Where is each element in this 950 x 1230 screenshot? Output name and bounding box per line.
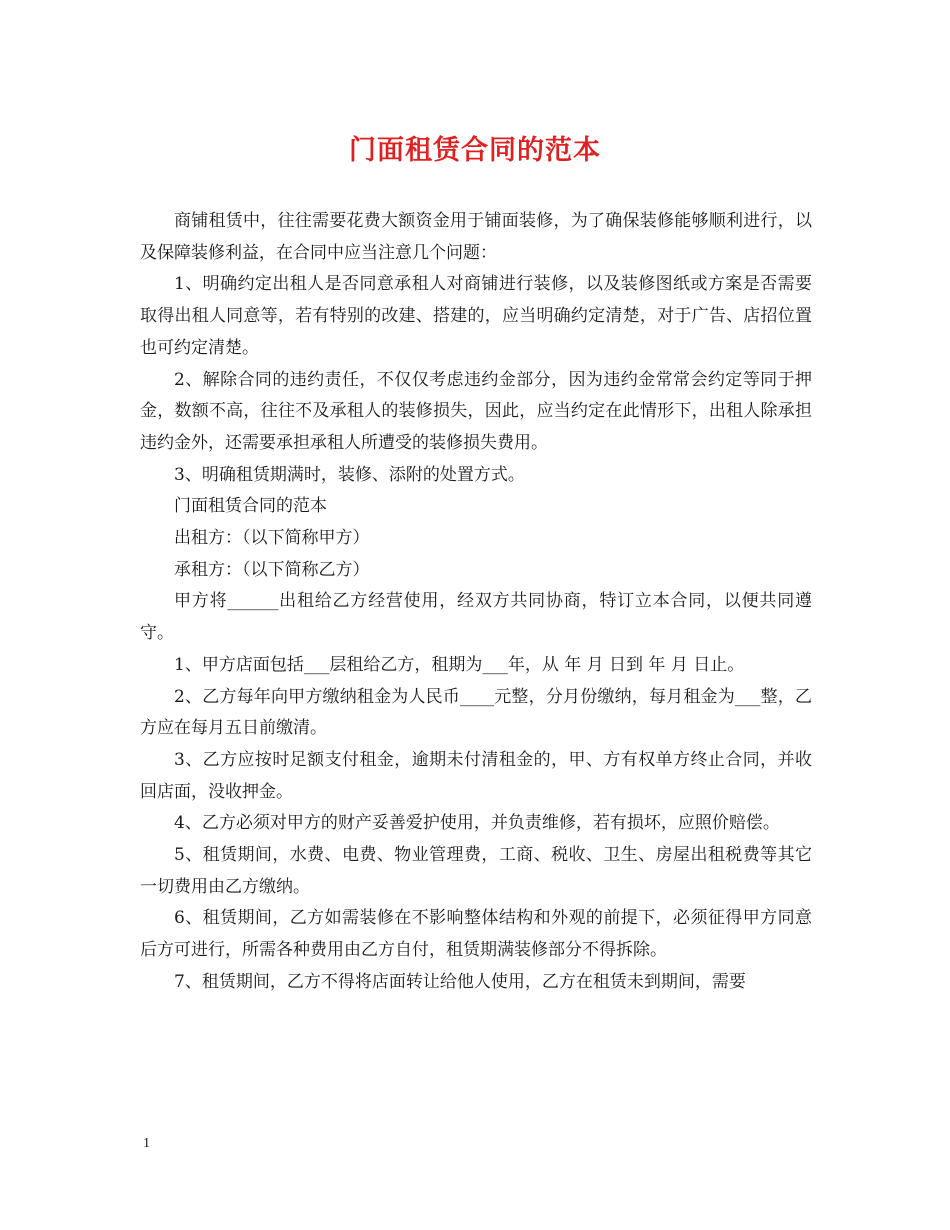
paragraph: 7、租赁期间，乙方不得将店面转让给他人使用，乙方在租赁未到期间，需要 [174, 971, 746, 992]
paragraph: 4、乙方必须对甲方的财产妥善爱护使用，并负责维修，若有损坏，应照价赔偿。 [174, 813, 780, 834]
paragraph: 出租方：（以下简称甲方） [174, 528, 370, 549]
document-title: 门面租赁合同的范本 [349, 135, 601, 166]
paragraph: 甲方将______出租给乙方经营使用，经双方共同协商，特订立本合同，以便共同遵守。 [140, 591, 812, 644]
paragraph: 1、甲方店面包括___层租给乙方，租期为___年，从 年 月 日到 年 月 日止。 [174, 654, 745, 675]
paragraph: 1、明确约定出租人是否同意承租人对商铺进行装修，以及装修图纸或方案是否需要取得出租人同意等，若有特别的改建、搭建的，应当明确约定清楚，对于广告、店招位置也可约定清楚。 [140, 274, 812, 358]
paragraph: 门面租赁合同的范本 [174, 496, 327, 517]
paragraph: 2、解除合同的违约责任，不仅仅考虑违约金部分，因为违约金常常会约定等同于押金，数额不高，往往不及承租人的装修损失，因此，应当约定在此情形下，出租人除承担违约金外，还需要承担承租人所遭受的装修损失费用。 [140, 369, 812, 453]
page-number: 1 [143, 1136, 150, 1151]
paragraph: 5、租赁期间，水费、电费、物业管理费，工商、税收、卫生、房屋出租税费等其它一切费用由乙方缴纳。 [140, 845, 812, 897]
document-body [140, 206, 812, 999]
paragraph: 2、乙方每年向甲方缴纳租金为人民币____元整，分月份缴纳，每月租金为___整，乙方应在每月五日前缴清。 [140, 686, 812, 739]
paragraph: 承租方：（以下简称乙方） [174, 559, 370, 580]
paragraph: 3、明确租赁期满时，装修、添附的处置方式。 [174, 464, 525, 485]
paragraph: 6、租赁期间，乙方如需装修在不影响整体结构和外观的前提下，必须征得甲方同意后方可进行，所需各种费用由乙方自付，租赁期满装修部分不得拆除。 [140, 908, 812, 961]
paragraph: 3、乙方应按时足额支付租金，逾期未付清租金的，甲、方有权单方终止合同，并收回店面，没收押金。 [140, 749, 812, 802]
paragraph: 商铺租赁中，往往需要花费大额资金用于铺面装修，为了确保装修能够顺利进行，以及保障装修利益，在合同中应当注意几个问题： [140, 211, 812, 263]
